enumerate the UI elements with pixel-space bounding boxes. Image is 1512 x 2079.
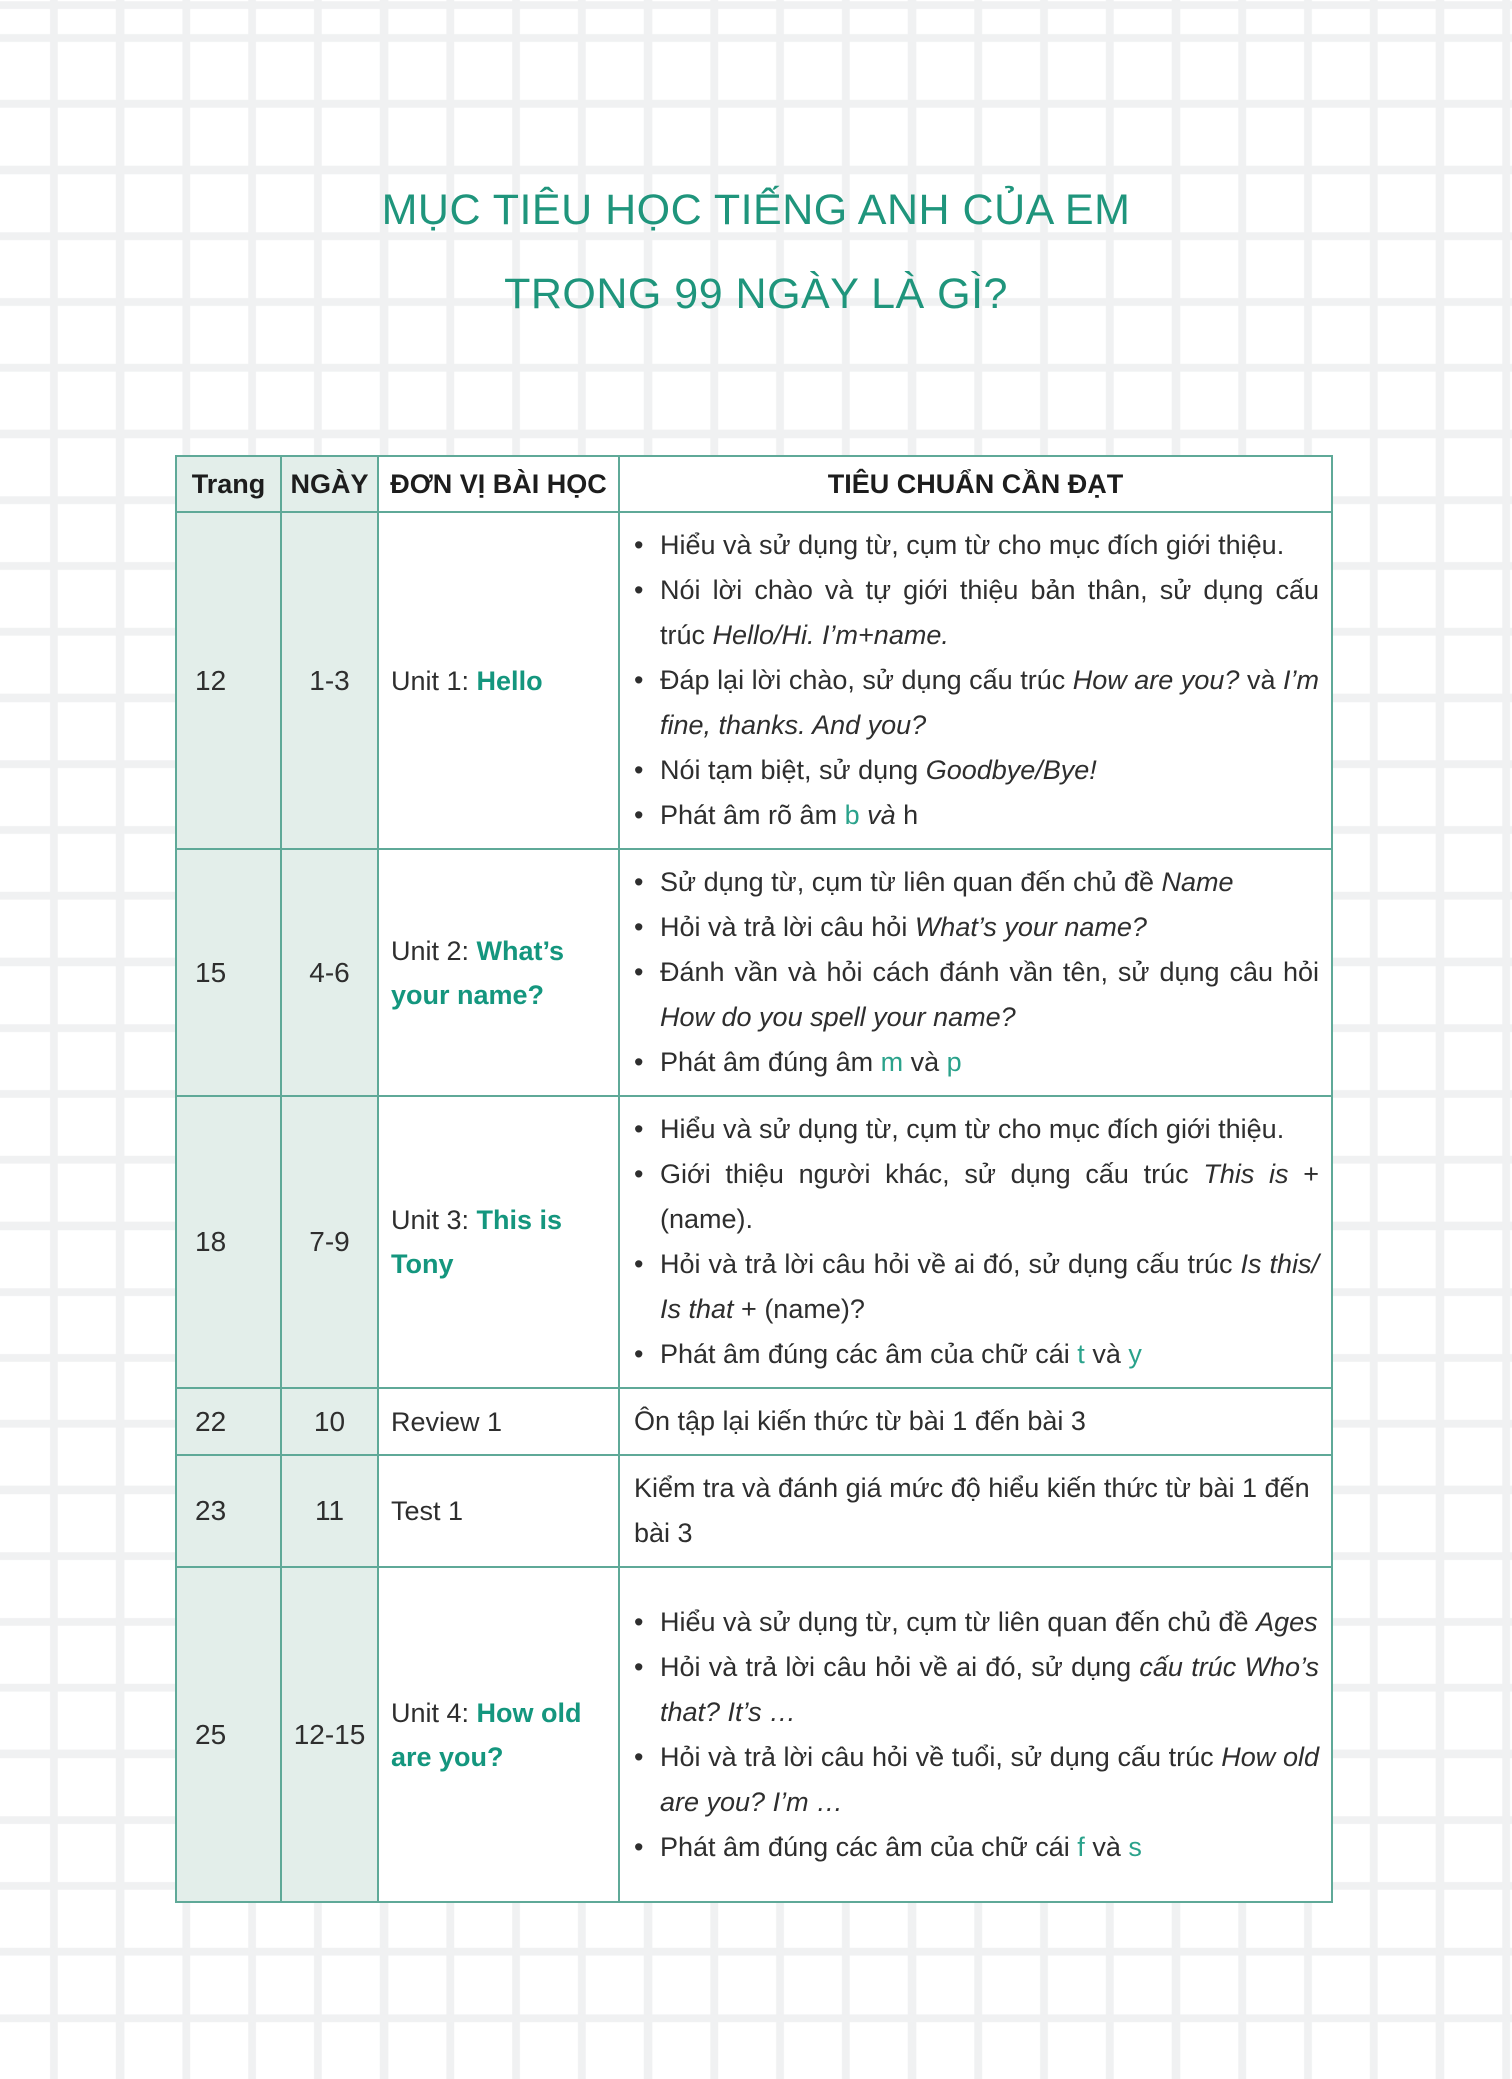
bullet-dot: • <box>634 1741 644 1772</box>
text-segment: s <box>1128 1831 1142 1862</box>
objectives-cell <box>619 1388 1332 1455</box>
text-segment: This is <box>1203 1159 1289 1189</box>
objectives-cell <box>619 1096 1332 1388</box>
text-segment: How old are you? I’m … <box>660 1741 1319 1817</box>
objective-text <box>660 1107 1319 1152</box>
bullet-dot: • <box>634 957 644 987</box>
day-cell: 7-9 <box>281 1096 378 1388</box>
text-segment: h <box>895 800 919 830</box>
text-segment: và <box>1084 1831 1129 1862</box>
text-segment: Hỏi và trả lời câu hỏi <box>660 912 915 942</box>
bullet-dot: • <box>634 530 644 560</box>
objective-item <box>634 793 1319 838</box>
text-segment: p <box>946 1047 962 1077</box>
objective-item <box>634 1600 1319 1645</box>
text-segment: y <box>1128 1339 1142 1369</box>
text-segment: Name <box>1161 867 1234 897</box>
text-segment: Đánh vần và hỏi cách đánh vần tên, sử dụng câu hỏi <box>660 957 1319 987</box>
text-segment: Sử dụng từ, cụm từ liên quan đến chủ đề <box>660 867 1162 897</box>
objective-text <box>660 1152 1319 1242</box>
objective-item <box>634 1825 1319 1870</box>
table-row <box>176 1388 1332 1455</box>
objective-item <box>634 1242 1319 1332</box>
objective-text <box>660 1600 1319 1645</box>
objective-item <box>634 1152 1319 1242</box>
text-segment: Unit 2: <box>391 935 477 966</box>
text-segment: I’m fine, thanks. And you? <box>660 665 1319 740</box>
text-segment: Hello/Hi. I’m+name. <box>712 620 949 650</box>
page-title <box>0 168 1512 336</box>
unit-cell <box>378 1455 619 1567</box>
text-segment: Review 1 <box>391 1406 503 1437</box>
bullet-dot: • <box>634 1339 644 1369</box>
text-segment: This is Tony <box>391 1205 563 1279</box>
header-unit: ĐƠN VỊ BÀI HỌC <box>378 456 619 512</box>
text-segment: Hiểu và sử dụng từ, cụm từ cho mục đích giới thiệu. <box>660 1114 1285 1144</box>
objective-item <box>634 905 1319 950</box>
text-segment: Kiểm tra và đánh giá mức độ hiểu kiến thức từ bài 1 đến bài 3 <box>634 1473 1310 1548</box>
objectives-cell <box>619 1455 1332 1567</box>
table-body <box>176 512 1332 1902</box>
table-row <box>176 1567 1332 1902</box>
bullet-dot: • <box>634 912 644 942</box>
text-segment: How are you? <box>1072 665 1240 695</box>
bullet-dot: • <box>634 1651 644 1682</box>
page-number-cell: 15 <box>176 849 281 1096</box>
day-cell: 11 <box>281 1455 378 1567</box>
header-standards: TIÊU CHUẨN CẦN ĐẠT <box>619 456 1332 512</box>
objective-text <box>660 1645 1319 1735</box>
objective-item <box>634 860 1319 905</box>
text-segment: Nói lời chào và tự giới thiệu bản thân, sử dụng cấu trúc <box>660 575 1319 650</box>
header-page: Trang <box>176 456 281 512</box>
objective-text <box>660 860 1319 905</box>
bullet-dot: • <box>634 1831 644 1862</box>
objective-item <box>634 568 1319 658</box>
text-segment: Unit 4: <box>391 1697 477 1728</box>
page-title-line2: TRONG 99 NGÀY LÀ GÌ? <box>504 270 1008 318</box>
objectives-table <box>175 455 1333 1903</box>
text-segment: Hello <box>476 665 543 696</box>
table-row <box>176 849 1332 1096</box>
text-segment: Hiểu và sử dụng từ, cụm từ cho mục đích giới thiệu. <box>660 530 1285 560</box>
objective-item <box>634 748 1319 793</box>
text-segment: How old are you? <box>391 1697 582 1772</box>
objective-text <box>660 1825 1319 1870</box>
objective-text <box>634 1466 1319 1556</box>
table-row <box>176 1455 1332 1567</box>
text-segment: cấu trúc Who’s that? It’s … <box>660 1651 1319 1727</box>
header-day: NGÀY <box>281 456 378 512</box>
objectives-cell <box>619 849 1332 1096</box>
text-segment: Goodbye/Bye! <box>925 755 1097 785</box>
page-number-cell: 22 <box>176 1388 281 1455</box>
bullet-dot: • <box>634 867 644 897</box>
objective-item <box>634 950 1319 1040</box>
text-segment <box>860 800 868 830</box>
unit-cell <box>378 512 619 849</box>
bullet-dot: • <box>634 1114 644 1144</box>
text-segment: Ages <box>1256 1606 1318 1637</box>
text-segment: và <box>1239 665 1283 695</box>
text-segment: + (name). <box>660 1159 1319 1234</box>
text-segment: m <box>880 1047 904 1077</box>
text-segment: Phát âm đúng âm <box>660 1047 881 1077</box>
objective-item <box>634 1107 1319 1152</box>
day-cell: 4-6 <box>281 849 378 1096</box>
objective-text <box>660 905 1319 950</box>
objective-item <box>634 1040 1319 1085</box>
table-row <box>176 512 1332 849</box>
bullet-dot: • <box>634 1249 644 1279</box>
unit-cell <box>378 1388 619 1455</box>
text-segment: What’s your name? <box>391 935 565 1010</box>
text-segment: và <box>903 1047 947 1077</box>
day-cell: 10 <box>281 1388 378 1455</box>
text-segment: b <box>844 800 860 830</box>
unit-cell <box>378 849 619 1096</box>
text-segment: Hỏi và trả lời câu hỏi về ai đó, sử dụng <box>660 1651 1140 1682</box>
text-segment: f <box>1077 1831 1085 1862</box>
text-segment: Hỏi và trả lời câu hỏi về ai đó, sử dụng cấu trúc <box>660 1249 1241 1279</box>
objective-text <box>660 1332 1319 1377</box>
text-segment: Giới thiệu người khác, sử dụng cấu trúc <box>660 1159 1204 1189</box>
text-segment: Phát âm rõ âm <box>660 800 845 830</box>
day-cell: 12-15 <box>281 1567 378 1902</box>
objective-item <box>634 523 1319 568</box>
objective-item <box>634 1332 1319 1377</box>
text-segment: Test 1 <box>391 1496 464 1526</box>
text-segment: Phát âm đúng các âm của chữ cái <box>660 1339 1078 1369</box>
day-cell: 1-3 <box>281 512 378 849</box>
text-segment: Hiểu và sử dụng từ, cụm từ liên quan đến chủ đề <box>660 1606 1257 1637</box>
text-segment: Unit 1: <box>391 665 477 696</box>
objective-text <box>660 523 1319 568</box>
unit-cell <box>378 1096 619 1388</box>
text-segment: How do you spell your name? <box>660 1002 1016 1032</box>
page-number-cell: 23 <box>176 1455 281 1567</box>
bullet-dot: • <box>634 1159 644 1189</box>
bullet-dot: • <box>634 800 644 830</box>
bullet-dot: • <box>634 1606 644 1637</box>
text-segment: Đáp lại lời chào, sử dụng cấu trúc <box>660 665 1073 695</box>
page-number-cell: 18 <box>176 1096 281 1388</box>
objectives-cell <box>619 512 1332 849</box>
text-segment: t <box>1077 1339 1085 1369</box>
text-segment: + (name)? <box>733 1294 865 1324</box>
objective-item <box>634 1645 1319 1735</box>
objective-text <box>660 748 1319 793</box>
text-segment: và <box>1084 1339 1129 1369</box>
text-segment: Is this/ Is that <box>660 1249 1319 1324</box>
objective-text <box>660 793 1319 838</box>
objectives-cell <box>619 1567 1332 1902</box>
objective-item <box>634 658 1319 748</box>
objective-text <box>660 950 1319 1040</box>
bullet-dot: • <box>634 575 644 605</box>
text-segment: Ôn tập lại kiến thức từ bài 1 đến bài 3 <box>634 1406 1086 1436</box>
text-segment: Unit 3: <box>391 1205 477 1235</box>
objective-text <box>660 1242 1319 1332</box>
page-number-cell: 12 <box>176 512 281 849</box>
objective-text <box>660 1040 1319 1085</box>
table-header-row <box>176 456 1332 512</box>
unit-cell <box>378 1567 619 1902</box>
text-segment: Phát âm đúng các âm của chữ cái <box>660 1831 1078 1862</box>
text-segment: What’s your name? <box>914 912 1147 942</box>
page-title-line1: MỤC TIÊU HỌC TIẾNG ANH CỦA EM <box>381 186 1131 234</box>
text-segment: Hỏi và trả lời câu hỏi về tuổi, sử dụng cấu trúc <box>660 1741 1222 1772</box>
objective-item <box>634 1735 1319 1825</box>
page-number-cell: 25 <box>176 1567 281 1902</box>
table-row <box>176 1096 1332 1388</box>
text-segment: và <box>867 800 896 830</box>
objective-text <box>660 658 1319 748</box>
bullet-dot: • <box>634 755 644 785</box>
objective-text <box>660 568 1319 658</box>
bullet-dot: • <box>634 1047 644 1077</box>
objective-text <box>660 1735 1319 1825</box>
bullet-dot: • <box>634 665 644 695</box>
text-segment: Nói tạm biệt, sử dụng <box>660 755 926 785</box>
objective-text <box>634 1399 1319 1444</box>
